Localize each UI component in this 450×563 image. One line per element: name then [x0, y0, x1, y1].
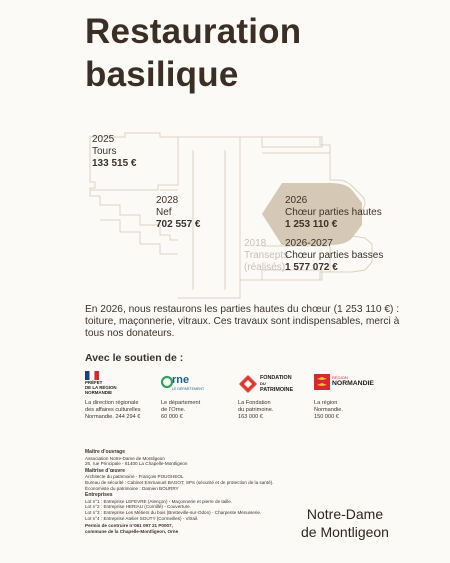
label-nave	[156, 195, 201, 231]
plan-transept	[240, 137, 330, 180]
french-flag-icon	[85, 371, 99, 380]
intro-paragraph: En 2026, nous restaurons les parties hautes du chœur (1 253 110 €) : toiture, maçonnerie, vitraux. Ces travaux sont indispensables, merci à tous nos donateurs.	[85, 304, 400, 339]
brand-name: Notre-Dame de Montligeon	[301, 506, 389, 540]
towers-year: 2025	[92, 134, 115, 145]
nave-year: 2028	[156, 195, 179, 206]
choeur-hautes-name: Chœur parties hautes	[285, 207, 382, 218]
transepts-name: Transepts	[244, 250, 289, 261]
transepts-status: (réalisés)	[244, 262, 286, 273]
title-line-1: Restauration	[85, 12, 302, 51]
support-heading: Avec le soutien de :	[85, 352, 184, 364]
label-transepts	[244, 238, 288, 274]
choeur-hautes-amount: 1 253 110 €	[285, 219, 338, 230]
prefet-normandie-logo: PRÉFET DE LA RÉGION NORMANDIE	[85, 371, 145, 397]
nave-name: Nef	[156, 207, 172, 218]
partner-caption-fondation: La Fondation du patrimoine. 163 000 €	[238, 400, 274, 420]
normandy-leopards-icon	[314, 374, 330, 390]
partner-caption-region: La région Normandie. 150 000 €	[314, 400, 343, 420]
project-credits: Maître d’ouvrage Association Notre-Dame de Montligeon 26, rue Principale - 61400 La Chapelle-Montligeon Maîtrise d’œuvre Architecte du patrimoine - François POUGHEOL Bureau de sécurité : Cabinet Emmanuel BAGOT, SPS (sécurité et de protection de la santé). Économiste du patrimoine : Damien BOURRY Entreprises Lot n°1 : Entreprise LEFEVRE (Alençon) - Maçonnerie et pierre de taille. Lot n°2 : Entreprise HERIAU (Cornillé) - Couverture. Lot n°3 : Entreprise Les Métiers du bois (Bretteville-sur-Odon) - Charpente Menuiserie. Lot n°4 : Entreprise Atelier SOUTY (Cormeilles) - Vitrail. Permis de contruire n°061 097 21 P0007, commune de la Chapelle-Montligeon, Orne	[85, 448, 285, 534]
credits-oeuvre-heading: Maîtrise d’œuvre	[85, 467, 126, 474]
nave-amount: 702 557 €	[156, 219, 201, 230]
transepts-year: 2018	[244, 238, 267, 249]
towers-name: Tours	[92, 146, 117, 157]
fondation-emblem-icon	[238, 374, 258, 394]
choeur-hautes-year: 2026	[285, 195, 308, 206]
partner-caption-drac: La direction régionale des affaires culturelles Normandie. 244 294 €	[85, 400, 141, 420]
towers-amount: 133 515 €	[92, 158, 137, 169]
choeur-basses-year: 2026-2027	[285, 238, 333, 249]
credits-ouvrage-heading: Maître d’ouvrage	[85, 449, 126, 455]
label-choeur-basses	[285, 238, 383, 274]
region-normandie-logo: RÉGION NORMANDIE	[314, 373, 378, 395]
choeur-basses-name: Chœur parties basses	[285, 250, 384, 261]
title-line-2: basilique	[85, 55, 239, 94]
credits-entreprises-heading: Entreprises	[85, 492, 113, 499]
label-choeur-hautes	[285, 195, 382, 231]
orne-departement-logo: rne LE DÉPARTEMENT	[161, 374, 211, 396]
label-towers	[92, 134, 137, 170]
choeur-basses-amount: 1 577 072 €	[285, 262, 338, 273]
fondation-patrimoine-logo: FONDATION DU PATRIMOINE	[238, 373, 302, 397]
credits-permis: Permis de contruire n°061 097 21 P0007, commune de la Chapelle-Montligeon, Orne	[85, 523, 179, 534]
partner-caption-orne: Le département de l’Orne. 60 000 €	[161, 400, 201, 420]
